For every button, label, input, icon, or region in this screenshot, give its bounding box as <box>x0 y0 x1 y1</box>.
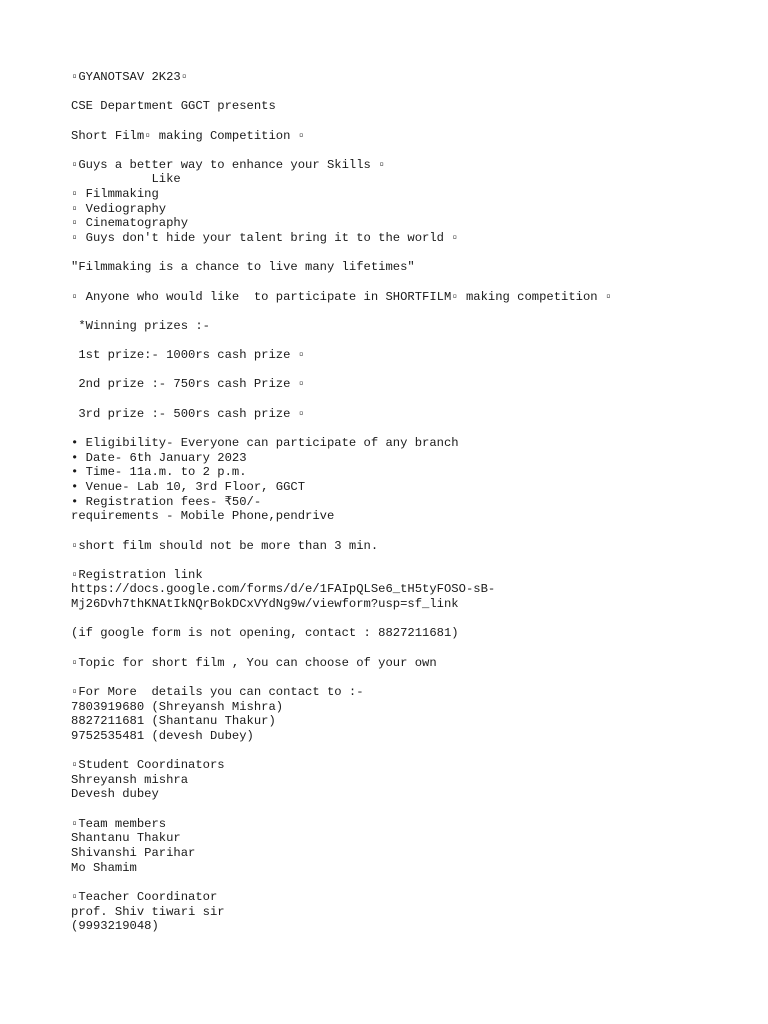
date-item: • Date- 6th January 2023 <box>71 450 247 465</box>
talent-line: ▫ Guys don't hide your talent bring it to the world ▫ <box>71 231 459 246</box>
fallback-contact: (if google form is not opening, contact : 8827211681) <box>71 626 459 641</box>
document-page <box>71 70 761 934</box>
third-prize: 3rd prize :- 500rs cash prize ▫ <box>71 406 306 421</box>
blank-line <box>71 875 761 890</box>
team-members-heading: ▫Team members <box>71 816 167 831</box>
team-member-name: Mo Shamim <box>71 860 137 875</box>
coordinator-name: Devesh dubey <box>71 787 159 802</box>
blank-line <box>71 553 761 568</box>
blank-line <box>71 641 761 656</box>
blank-line <box>71 670 761 685</box>
blank-line <box>71 334 761 349</box>
first-prize: 1st prize:- 1000rs cash prize ▫ <box>71 348 306 363</box>
skills-intro: ▫Guys a better way to enhance your Skills ▫ <box>71 157 386 172</box>
second-prize: 2nd prize :- 750rs cash Prize ▫ <box>71 377 306 392</box>
teacher-phone: (9993219048) <box>71 919 159 934</box>
skill-item: ▫ Vediography <box>71 201 167 216</box>
student-coordinators-heading: ▫Student Coordinators <box>71 758 225 773</box>
venue-item: • Venue- Lab 10, 3rd Floor, GGCT <box>71 479 306 494</box>
blank-line <box>71 421 761 436</box>
topic-line: ▫Topic for short film , You can choose of your own <box>71 655 437 670</box>
registration-link[interactable]: https://docs.google.com/forms/d/e/1FAIpQLSe6_tH5tyFOSO-sB- <box>71 582 496 597</box>
contact-item: 8827211681 (Shantanu Thakur) <box>71 714 276 729</box>
contact-item: 9752535481 (devesh Dubey) <box>71 728 254 743</box>
blank-line <box>71 85 761 100</box>
blank-line <box>71 743 761 758</box>
blank-line <box>71 114 761 129</box>
contact-item: 7803919680 (Shreyansh Mishra) <box>71 699 284 714</box>
blank-line <box>71 612 761 627</box>
contact-heading: ▫For More details you can contact to :- <box>71 684 364 699</box>
quote-line: "Filmmaking is a chance to live many lifetimes" <box>71 260 415 275</box>
prizes-heading: *Winning prizes :- <box>71 318 210 333</box>
participation-line: ▫ Anyone who would like to participate in SHORTFILM▫ making competition ▫ <box>71 289 613 304</box>
presenter-line: CSE Department GGCT presents <box>71 99 276 114</box>
requirements-line: requirements - Mobile Phone,pendrive <box>71 509 335 524</box>
teacher-coordinator-heading: ▫Teacher Coordinator <box>71 889 218 904</box>
blank-line <box>71 392 761 407</box>
registration-heading: ▫Registration link <box>71 567 203 582</box>
team-member-name: Shantanu Thakur <box>71 831 181 846</box>
event-title: ▫GYANOTSAV 2K23▫ <box>71 70 189 84</box>
skills-like: Like <box>71 172 181 187</box>
duration-rule: ▫short film should not be more than 3 min. <box>71 538 379 553</box>
blank-line <box>71 363 761 378</box>
skill-item: ▫ Filmmaking <box>71 187 159 202</box>
fees-item: • Registration fees- ₹50/- <box>71 494 262 509</box>
blank-line <box>71 802 761 817</box>
competition-title: Short Film▫ making Competition ▫ <box>71 128 306 143</box>
registration-link-continued[interactable]: Mj26Dvh7thKNAtIkNQrBokDCxVYdNg9w/viewform?usp=sf_link <box>71 597 459 612</box>
blank-line <box>71 275 761 290</box>
teacher-name: prof. Shiv tiwari sir <box>71 904 225 919</box>
blank-line <box>71 304 761 319</box>
coordinator-name: Shreyansh mishra <box>71 772 189 787</box>
blank-line <box>71 524 761 539</box>
team-member-name: Shivanshi Parihar <box>71 845 196 860</box>
skill-item: ▫ Cinematography <box>71 216 189 231</box>
blank-line <box>71 246 761 261</box>
eligibility-item: • Eligibility- Everyone can participate of any branch <box>71 436 459 451</box>
blank-line <box>71 143 761 158</box>
time-item: • Time- 11a.m. to 2 p.m. <box>71 465 247 480</box>
